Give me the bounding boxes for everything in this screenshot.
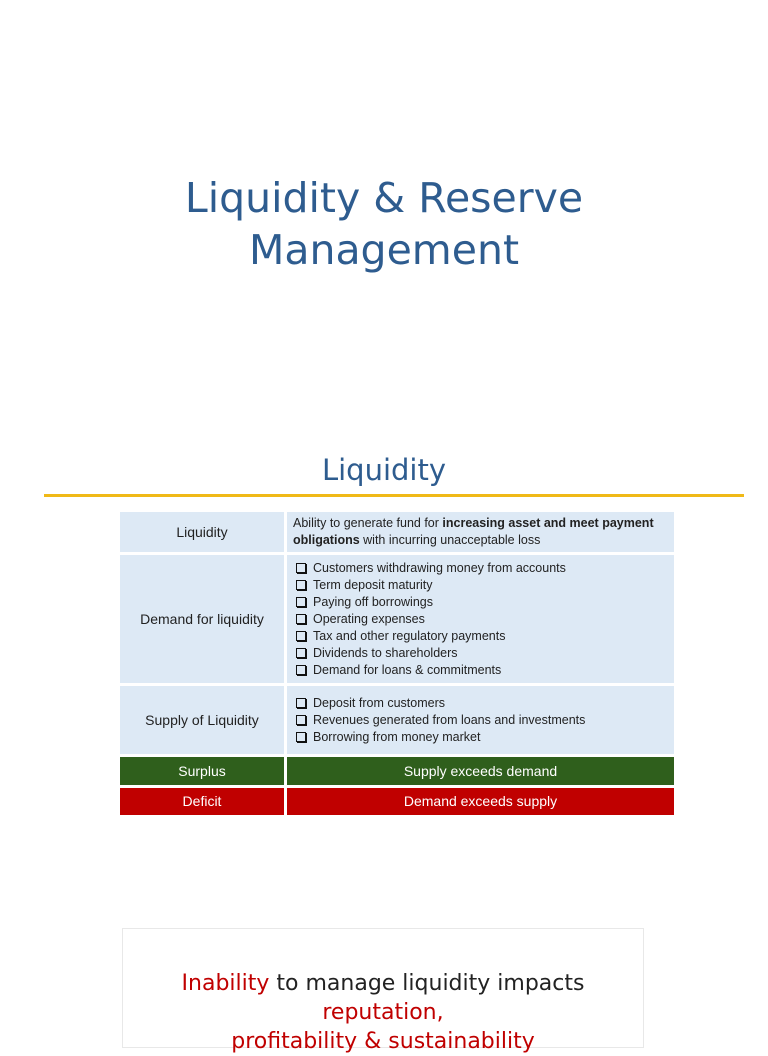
table-row-supply	[120, 686, 674, 754]
list-item: Deposit from customers	[293, 695, 668, 712]
list-item: Borrowing from money market	[293, 729, 668, 746]
demand-list-cell	[287, 555, 674, 683]
callout-inability: Inability	[181, 971, 270, 996]
list-item: Tax and other regulatory payments	[293, 628, 668, 645]
table-row-surplus	[120, 757, 674, 785]
list-item: Dividends to shareholders	[293, 645, 668, 662]
list-item: Revenues generated from loans and investments	[293, 712, 668, 729]
liquidity-label: Liquidity	[120, 512, 284, 552]
callout-text	[123, 969, 643, 1056]
deficit-desc: Demand exceeds supply	[287, 788, 674, 815]
demand-list	[293, 560, 668, 679]
demand-label: Demand for liquidity	[120, 555, 284, 683]
list-item: Demand for loans & commitments	[293, 662, 668, 679]
surplus-label: Surplus	[120, 757, 284, 785]
list-item: Customers withdrawing money from accounts	[293, 560, 668, 577]
list-item: Paying off borrowings	[293, 594, 668, 611]
main-title-line2: Management	[248, 226, 520, 274]
main-title	[0, 172, 768, 276]
supply-list	[293, 695, 668, 746]
title-slide	[0, 0, 768, 400]
deficit-label: Deficit	[120, 788, 284, 815]
supply-list-cell	[287, 686, 674, 754]
table-row-demand	[120, 555, 674, 683]
list-item: Term deposit maturity	[293, 577, 668, 594]
liquidity-definition	[287, 512, 674, 552]
section-divider	[44, 494, 744, 497]
callout-box	[122, 928, 644, 1054]
callout-reputation: reputation,	[322, 1000, 444, 1025]
table-row-deficit	[120, 788, 674, 815]
liquidity-definition-part1: Ability to generate fund for	[293, 516, 443, 530]
main-title-line1: Liquidity & Reserve	[184, 174, 584, 222]
liquidity-definition-bold: increasing asset and meet payment obligations	[293, 516, 654, 547]
list-item: Operating expenses	[293, 611, 668, 628]
callout-middle: to manage liquidity impacts	[269, 971, 585, 996]
table-row-liquidity	[120, 512, 674, 552]
surplus-desc: Supply exceeds demand	[287, 757, 674, 785]
section-title: Liquidity	[321, 453, 447, 487]
supply-label: Supply of Liquidity	[120, 686, 284, 754]
callout-profitability: profitability & sustainability	[231, 1029, 535, 1054]
liquidity-definition-part2: with incurring unacceptable loss	[359, 533, 541, 547]
liquidity-table	[117, 509, 677, 818]
